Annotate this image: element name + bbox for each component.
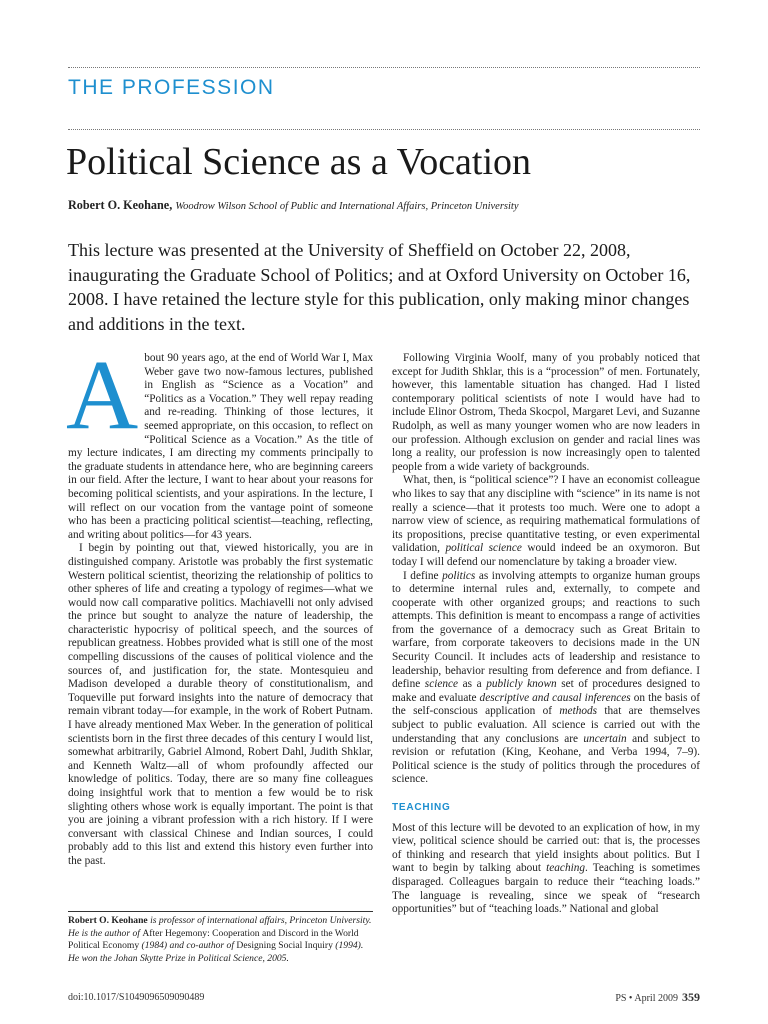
paragraph-definitions: I define politics as involving attempts to organize human groups to determine internal rules and, externally, to compete and cooperate with other organized groups; and reactions to such attempts. This definition is meant to encompass a range of activities from the governance of a democracy such as Great Britain to warfare, from corporate takeovers to decisions made in the UN Security Council. It includes acts of leadership and resistance to leadership, behavior resulting from deference and from defiance. I define science as a publicly known set of procedures designed to make and evaluate descriptive and causal inferences on the basis of the self-conscious application of methods that are themselves subject to public evaluation. All science is carried out with the understanding that any conclusions are uncertain and subject to revision or refutation (King, Keohane, and Verba 1994, 7–9). Political science is the study of politics through the procedures of science. [392, 569, 701, 786]
author-name: Robert O. Keohane, [68, 198, 173, 212]
article-title: Political Science as a Vocation [66, 141, 532, 183]
page-number: 359 [682, 990, 700, 1004]
folio [615, 990, 700, 1005]
section-heading-teaching: TEACHING [392, 802, 451, 813]
bio-divider [68, 911, 373, 912]
author-bio: Robert O. Keohane is professor of international affairs, Princeton University. He is the author of After Hegemony: Cooperation and Discord in the World Political Economy (1984) and co-author of Designing Social Inquiry (1994). He won the Johan Skytte Prize in Political Science, 2005. [68, 915, 372, 964]
opening-paragraph [66, 339, 373, 542]
section-label: THE PROFESSION [68, 76, 275, 99]
opening-paragraph-text: bout 90 years ago, at the end of World War I, Max Weber gave two now-famous lectures, published in English as “Science as a Vocation” and “Politics as a Vocation.” They well repay reading and re-reading. Thinking of those lectures, it seemed appropriate, on this occasion, to reflect on “Political Science as a Vocation.” As the title of my lecture indicates, I am directing my comments principally to the graduate students in attendance here, who are beginning careers in our field. After the lecture, I want to hear about your reasons for becoming political scientists, and your aspirations. In the lecture, I will reflect on our vocation from the vantage point of someone who has been a practicing political scientist—teaching, reflecting, and writing about politics—for 43 years. [68, 352, 373, 541]
upper-dotted-rule [68, 129, 700, 130]
left-column [66, 339, 373, 869]
book-title-after-hegemony: After Hegemony: Cooperation and Discord in the World Political Economy [68, 927, 359, 952]
paragraph-what-is-science: What, then, is “political science”? I have an economist colleague who likes to say that any discipline with “science” in its name is not really a science—that it protests too much. Were one to adopt a narrow view of science, as requiring mathematical formulations of its propositions, precise quantitative testing, or even experimental validation, political science would indeed be an oxymoron. But today I will defend our nomenclature by taking a broader view. [392, 474, 700, 568]
book-title-designing-social-inquiry: Designing Social Inquiry [236, 940, 333, 952]
doi-text: doi:10.1017/S1049096509090489 [68, 992, 205, 1003]
paragraph-history: I begin by pointing out that, viewed historically, you are in distinguished company. Aristotle was probably the first systematic Western political scientist, theorizing the relationship of politics to other spheres of life and creating a typology of regimes—what we would now call comparative politics. Machiavelli not only advised the prince but sought to analyze the nature of leadership, the characteristic hypocrisy of political speech, and the sources of republican greatness. Hobbes provided what is still one of the most compelling discussions of the causes of political violence and the sources of, and justification for, the state. Montesquieu and Madison developed a durable theory of constitutionalism, and Toqueville put forward insights into the nature of democracy that remain vibrant today—for example, in the work of Robert Putnam. I have already mentioned Max Weber. In the generation of political scientists born in the first three decades of this century I would list, somewhat arbitrarily, Gabriel Almond, Robert Dahl, Judith Shklar, and Kenneth Waltz—all of whom profoundly affected our knowledge of politics. Today, there are so many fine colleagues doing insightful work that to mention a few would be to risk slighting others whose work is equally important. The point is that you are joining a vibrant profession with a rich history. If I were conversant with classical Chinese and Indian sources, I could probably add to this list and extend this history even further into the past. [68, 542, 373, 867]
right-column [392, 352, 700, 917]
author-affiliation: Woodrow Wilson School of Public and International Affairs, Princeton University [175, 201, 519, 212]
byline [68, 198, 519, 213]
intro-paragraph: This lecture was presented at the University of Sheffield on October 22, 2008, inaugurating the Graduate School of Politics; and at Oxford University on October 16, 2008. I have retained the lecture style for this publication, only making minor changes and additions in the text. [68, 240, 691, 334]
paragraph-teaching: Most of this lecture will be devoted to an explication of how, in my view, political science should be carried out: that is, the processes of thinking and research that yield insights about politics. But I want to begin by talking about teaching. Teaching is sometimes disparaged. Colleagues bargain to reduce their “teaching loads.” The language is revealing, since we speak of “research opportunities” but of “teaching loads.” National and global [392, 821, 700, 916]
journal-issue: PS • April 2009 [615, 993, 678, 1004]
drop-cap: A [66, 339, 139, 450]
paragraph-woolf: Following Virginia Woolf, many of you probably noticed that except for Judith Shklar, this is a “procession” of men. Fortunately, however, this lamentable situation has changed. Had I listed contemporary political scientists of note I would have had to include Elinor Ostrom, Theda Skocpol, Margaret Levi, and Suzanne Rudolph, as well as many younger women who are now leaders in our profession. Although exclusion on gender and racial lines was long a reality, our profession is now increasingly open to talented people from a wide variety of backgrounds. [392, 352, 700, 473]
top-dotted-rule [68, 67, 700, 68]
bio-name: Robert O. Keohane [68, 915, 148, 926]
